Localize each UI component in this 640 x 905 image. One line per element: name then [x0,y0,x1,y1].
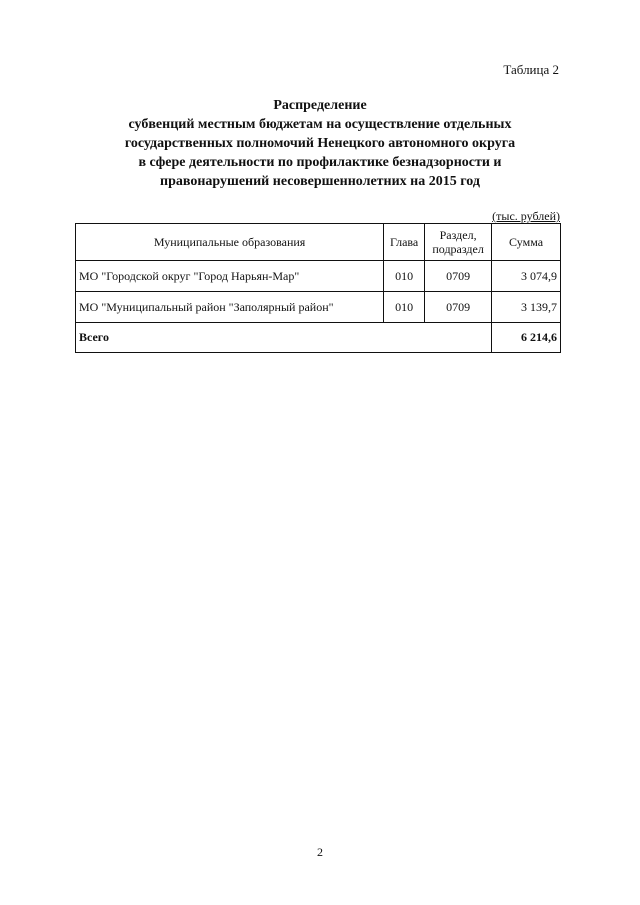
total-row [76,323,561,353]
cell-section: 0709 [425,292,492,323]
header-chapter: Глава [384,224,425,261]
title-line: правонарушений несовершеннолетних на 2015 год [160,174,480,189]
header-section-line1: Раздел, [439,228,477,242]
title-line: субвенций местным бюджетам на осуществление отдельных [128,117,512,132]
budget-table [75,223,561,353]
document-title [0,96,640,191]
table-header-row [76,224,561,261]
units-label: (тыс. рублей) [492,209,560,223]
cell-municipality: МО "Муниципальный район "Заполярный район" [76,292,384,323]
cell-sum: 3 074,9 [492,261,561,292]
title-line: в сфере деятельности по профилактике безнадзорности и [138,155,502,170]
cell-section: 0709 [425,261,492,292]
total-label: Всего [76,323,492,353]
table-row [76,261,561,292]
header-municipality: Муниципальные образования [76,224,384,261]
title-line: Распределение [273,98,367,113]
title-line: государственных полномочий Ненецкого автономного округа [124,136,516,151]
header-section-line2: подраздел [432,242,484,256]
total-sum: 6 214,6 [492,323,561,353]
cell-sum: 3 139,7 [492,292,561,323]
table-row [76,292,561,323]
cell-chapter: 010 [384,261,425,292]
cell-municipality: МО "Городской округ "Город Нарьян-Мар" [76,261,384,292]
header-section [425,224,492,261]
header-sum: Сумма [492,224,561,261]
page-number: 2 [317,845,323,859]
cell-chapter: 010 [384,292,425,323]
table-label: Таблица 2 [503,62,559,77]
